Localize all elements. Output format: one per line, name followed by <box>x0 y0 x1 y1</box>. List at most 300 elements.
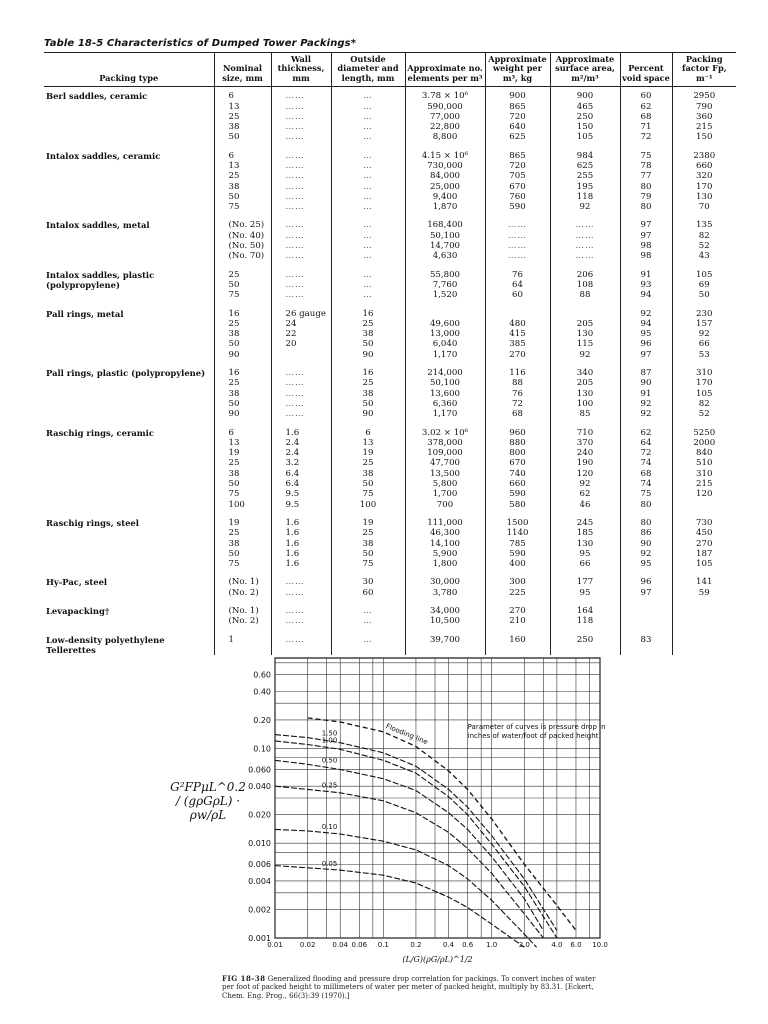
cell-value: 13 <box>228 161 240 171</box>
cell-wall <box>271 262 331 301</box>
x-tick-label: 2.0 <box>518 941 530 949</box>
y-tick-label: 0.10 <box>253 744 271 754</box>
cell-wall <box>271 360 331 419</box>
series-curve <box>275 760 543 930</box>
cell-value: 38 <box>228 468 240 479</box>
cell-wall <box>271 598 331 627</box>
cell-value: 170 <box>696 181 713 192</box>
cell-value: 13,500 <box>429 468 461 479</box>
cell-value: 92 <box>579 349 591 360</box>
cell-value: 72 <box>640 132 652 143</box>
cell-value: 80 <box>640 517 652 528</box>
cell-value: 4,630 <box>432 251 458 262</box>
header-nominal-size: Nominal size, mm <box>214 53 271 87</box>
series-label: 0.10 <box>321 822 338 831</box>
cell-value: 50 <box>228 132 240 143</box>
cell-value: 9.5 <box>285 489 300 500</box>
cell-value: 1,700 <box>432 489 458 500</box>
x-tick-label: 0.02 <box>299 941 316 949</box>
cell-nominal <box>214 598 271 627</box>
cell-value: 2950 <box>693 91 716 102</box>
x-axis-label: (L/G)(ρG/ρL)^1/2 <box>402 955 473 964</box>
cell-value: 250 <box>576 634 594 645</box>
cell-value: 164 <box>576 605 594 616</box>
cell-value: …… <box>285 251 305 262</box>
cell-value: … <box>363 91 373 102</box>
cell-type <box>44 420 214 510</box>
cell-outside <box>331 212 405 261</box>
cell-value: 59 <box>698 587 710 598</box>
cell-value: …… <box>285 279 305 290</box>
table-row <box>44 510 736 569</box>
cell-value: …… <box>507 251 528 262</box>
cell-value: …… <box>575 230 595 241</box>
cell-value: 50 <box>362 548 374 559</box>
cell-value: …… <box>285 202 305 213</box>
cell-value: 30 <box>362 577 374 588</box>
cell-value: 25 <box>228 378 240 389</box>
cell-value: 25 <box>228 111 240 122</box>
cell-value: 38 <box>228 329 240 340</box>
cell-void <box>620 87 672 143</box>
cell-value: 94 <box>640 290 652 301</box>
cell-weight <box>485 510 550 569</box>
cell-value: 105 <box>576 132 594 143</box>
cell-value: 6.4 <box>285 468 300 479</box>
cell-type <box>44 598 214 627</box>
cell-value: 68 <box>640 468 652 479</box>
cell-value: 62 <box>640 427 652 438</box>
cell-value: 590 <box>509 202 526 213</box>
cell-value: … <box>363 241 373 252</box>
cell-value: 77,000 <box>429 111 461 122</box>
cell-value: (No. 50) <box>228 241 265 252</box>
cell-wall <box>271 510 331 569</box>
cell-value: 60 <box>362 587 374 598</box>
cell-value <box>623 616 670 626</box>
cell-elements <box>405 262 485 301</box>
cell-value: 510 <box>696 458 713 469</box>
cell-nominal <box>214 569 271 598</box>
cell-void <box>620 143 672 213</box>
series-curve <box>275 829 537 947</box>
cell-value: 310 <box>696 468 713 479</box>
cell-value: …… <box>285 398 305 409</box>
packings-table-grid <box>44 52 736 655</box>
cell-value: 3.78 × 10⁶ <box>421 91 469 102</box>
cell-value: 95 <box>640 559 652 570</box>
cell-value: 95 <box>579 548 591 559</box>
cell-value: …… <box>285 220 305 231</box>
cell-wall <box>271 301 331 360</box>
cell-value: 150 <box>576 122 594 133</box>
cell-value: 79 <box>640 191 652 202</box>
y-tick-label: 0.010 <box>248 839 271 849</box>
table-row <box>44 598 736 627</box>
cell-type <box>44 510 214 569</box>
cell-value: 120 <box>696 489 713 500</box>
cell-nominal <box>214 262 271 301</box>
cell-value: 60 <box>512 290 523 301</box>
cell-value: 130 <box>576 329 594 340</box>
table-row <box>44 301 736 360</box>
table-row <box>44 212 736 261</box>
cell-value: …… <box>285 111 305 122</box>
cell-value: 205 <box>576 318 594 329</box>
cell-value: 206 <box>576 269 594 280</box>
cell-factor <box>672 301 736 360</box>
y-tick-label: 0.002 <box>248 905 271 915</box>
cell-factor <box>672 627 736 655</box>
cell-value: 13 <box>228 101 240 112</box>
cell-value: … <box>363 616 373 627</box>
cell-nominal <box>214 360 271 419</box>
cell-value: … <box>363 150 373 161</box>
cell-value: 700 <box>436 499 454 510</box>
cell-value: 320 <box>696 171 713 182</box>
cell-value: 1,800 <box>432 559 458 570</box>
x-tick-label: 0.04 <box>332 941 349 949</box>
cell-value: …… <box>285 241 305 252</box>
cell-value <box>408 309 483 319</box>
cell-nominal <box>214 420 271 510</box>
cell-value: 150 <box>696 132 713 143</box>
cell-value: 141 <box>696 577 713 588</box>
packing-type-label: Intalox saddles, ceramic <box>46 150 161 161</box>
cell-value: 78 <box>640 161 652 171</box>
cell-value: 7,760 <box>432 279 458 290</box>
cell-value: 91 <box>640 388 652 399</box>
cell-value: … <box>363 132 373 143</box>
cell-wall <box>271 143 331 213</box>
cell-value: 300 <box>509 577 526 588</box>
cell-value: 9,400 <box>432 191 458 202</box>
cell-factor <box>672 420 736 510</box>
cell-value: 75 <box>362 559 374 570</box>
cell-value: 640 <box>509 122 526 133</box>
cell-value: … <box>363 634 373 645</box>
cell-value: 97 <box>640 220 652 231</box>
cell-value: 39,700 <box>429 634 461 645</box>
cell-nominal <box>214 301 271 360</box>
cell-value: 710 <box>576 427 594 438</box>
header-elements: Approximate no. elements per m³ <box>405 53 485 87</box>
packing-type-label: Intalox saddles, plastic (polypropylene) <box>46 269 155 290</box>
cell-value <box>623 606 670 616</box>
cell-value: 2000 <box>693 437 716 448</box>
cell-value: 14,700 <box>429 241 461 252</box>
cell-value: 10,500 <box>429 616 461 627</box>
y-tick-label: 0.006 <box>248 860 271 870</box>
series-curve <box>275 786 543 938</box>
cell-value: 2380 <box>693 150 716 161</box>
cell-value: 46,300 <box>429 528 461 539</box>
cell-value: 195 <box>576 181 594 192</box>
cell-value: 72 <box>640 448 652 459</box>
cell-weight <box>485 301 550 360</box>
cell-value: 71 <box>640 122 652 133</box>
cell-value <box>286 350 329 360</box>
cell-value: …… <box>285 191 305 202</box>
cell-value: 168,400 <box>427 220 463 231</box>
cell-value: 38 <box>362 468 374 479</box>
cell-value: 25 <box>228 318 240 329</box>
cell-factor <box>672 262 736 301</box>
cell-void <box>620 301 672 360</box>
cell-value: 25 <box>228 528 240 539</box>
cell-value: …… <box>285 616 305 627</box>
cell-value: 92 <box>640 308 652 319</box>
cell-value: 68 <box>512 409 523 420</box>
cell-value: 13 <box>228 437 240 448</box>
packing-type-label: Low-density polyethylene Tellerettes <box>46 634 165 655</box>
y-tick-label: 0.040 <box>248 782 271 792</box>
cell-value: 90 <box>228 349 240 360</box>
cell-value: 60 <box>640 91 652 102</box>
cell-value: 90 <box>228 409 240 420</box>
cell-value: 50 <box>228 479 240 490</box>
header-weight: Approximate weight per m³, kg <box>485 53 550 87</box>
cell-value: 85 <box>579 409 591 420</box>
cell-value: 87 <box>640 368 652 379</box>
cell-value: 25 <box>362 458 374 469</box>
cell-value: 580 <box>509 499 526 510</box>
cell-value: … <box>363 290 373 301</box>
cell-value: 62 <box>579 489 591 500</box>
cell-value: 66 <box>579 559 591 570</box>
cell-value: 22,800 <box>429 122 461 133</box>
cell-value: 6 <box>365 427 371 438</box>
y-tick-label: 0.60 <box>253 670 271 680</box>
cell-value: 880 <box>509 437 526 448</box>
header-outside-diameter: Outside diameter and length, mm <box>331 53 405 87</box>
header-void-space: Percent void space <box>620 53 672 87</box>
cell-surface <box>550 87 620 143</box>
cell-type <box>44 301 214 360</box>
x-tick-label: 1.0 <box>486 941 498 949</box>
cell-void <box>620 569 672 598</box>
cell-value: …… <box>285 150 305 161</box>
cell-value: …… <box>285 171 305 182</box>
cell-factor <box>672 87 736 143</box>
cell-value: … <box>363 202 373 213</box>
cell-value: 157 <box>696 318 713 329</box>
cell-value: 92 <box>579 479 591 490</box>
cell-factor <box>672 569 736 598</box>
cell-value: 84,000 <box>429 171 461 182</box>
packing-type-label: Berl saddles, ceramic <box>46 91 148 102</box>
cell-surface <box>550 510 620 569</box>
series-label: 0.50 <box>321 756 338 765</box>
cell-value: …… <box>285 290 305 301</box>
cell-value: 16 <box>228 368 240 379</box>
cell-weight <box>485 87 550 143</box>
cell-value: 16 <box>362 308 374 319</box>
cell-value: 47,700 <box>429 458 461 469</box>
cell-value: 160 <box>509 634 526 645</box>
cell-value: 1,170 <box>432 409 458 420</box>
cell-value: 116 <box>509 368 526 379</box>
y-tick-label: 0.20 <box>253 715 271 725</box>
cell-factor <box>672 212 736 261</box>
cell-void <box>620 420 672 510</box>
packing-type-label: Pall rings, metal <box>46 308 124 319</box>
cell-value: 50 <box>228 339 240 350</box>
cell-factor <box>672 360 736 419</box>
cell-elements <box>405 87 485 143</box>
cell-value: 93 <box>640 279 652 290</box>
cell-value: (No. 70) <box>228 251 265 262</box>
x-tick-label: 0.06 <box>351 941 368 949</box>
cell-wall <box>271 212 331 261</box>
cell-value: …… <box>285 605 305 616</box>
cell-weight <box>485 262 550 301</box>
cell-value: 105 <box>696 559 713 570</box>
table-row <box>44 420 736 510</box>
cell-outside <box>331 510 405 569</box>
cell-value: …… <box>507 241 528 252</box>
cell-value: 94 <box>640 318 652 329</box>
cell-elements <box>405 569 485 598</box>
cell-value: 38 <box>228 181 240 192</box>
cell-value: 80 <box>640 181 652 192</box>
cell-value: 1.6 <box>285 517 300 528</box>
cell-value: 9.5 <box>285 499 300 510</box>
cell-wall <box>271 87 331 143</box>
cell-value: 1.6 <box>285 528 300 539</box>
cell-void <box>620 212 672 261</box>
cell-value: (No. 2) <box>228 587 259 598</box>
cell-value: 465 <box>576 101 594 112</box>
cell-value: 24 <box>285 318 297 329</box>
cell-value: 800 <box>509 448 526 459</box>
cell-elements <box>405 420 485 510</box>
cell-value: 80 <box>640 202 652 213</box>
cell-value: (No. 40) <box>228 230 265 241</box>
cell-value: … <box>363 101 373 112</box>
cell-value: 38 <box>362 538 374 549</box>
cell-value: 185 <box>576 528 594 539</box>
cell-value: … <box>363 251 373 262</box>
cell-weight <box>485 212 550 261</box>
cell-value: 720 <box>509 111 526 122</box>
cell-value: … <box>363 230 373 241</box>
cell-value: 187 <box>696 548 713 559</box>
cell-value: …… <box>285 378 305 389</box>
cell-value: (No. 1) <box>228 577 259 588</box>
y-tick-label: 0.40 <box>253 687 271 697</box>
cell-value: 64 <box>512 279 523 290</box>
cell-value: …… <box>285 122 305 133</box>
cell-value: 92 <box>640 548 652 559</box>
cell-value: 6,360 <box>432 398 458 409</box>
cell-value: 480 <box>509 318 526 329</box>
cell-value: 76 <box>512 269 523 280</box>
cell-value <box>675 606 735 616</box>
cell-value: 30,000 <box>429 577 461 588</box>
cell-value: 625 <box>509 132 526 143</box>
cell-value: 13,000 <box>429 329 461 340</box>
cell-type <box>44 143 214 213</box>
cell-value: 25 <box>228 458 240 469</box>
cell-outside <box>331 262 405 301</box>
cell-value: 670 <box>509 458 526 469</box>
cell-elements <box>405 301 485 360</box>
cell-value: 19 <box>362 448 374 459</box>
cell-value: 214,000 <box>427 368 463 379</box>
cell-type <box>44 569 214 598</box>
cell-value: 55,800 <box>429 269 461 280</box>
chart-annotation-line: Parameter of curves is pressure drop in <box>467 723 606 732</box>
cell-value: 730 <box>696 517 713 528</box>
cell-weight <box>485 569 550 598</box>
cell-value: 50,100 <box>429 230 461 241</box>
cell-wall <box>271 420 331 510</box>
cell-value: 105 <box>696 388 713 399</box>
cell-value: 53 <box>698 349 710 360</box>
cell-value: …… <box>285 368 305 379</box>
cell-elements <box>405 212 485 261</box>
cell-value: 5,900 <box>432 548 458 559</box>
flooding-correlation-chart <box>160 650 620 968</box>
packing-type-label: Raschig rings, ceramic <box>46 427 154 438</box>
cell-value: 1 <box>228 634 234 645</box>
cell-value: …… <box>575 241 595 252</box>
table-row <box>44 143 736 213</box>
cell-value: …… <box>285 230 305 241</box>
cell-value: … <box>363 269 373 280</box>
cell-value: 310 <box>696 368 713 379</box>
table-row <box>44 569 736 598</box>
cell-value: 25,000 <box>429 181 461 192</box>
cell-value: 240 <box>576 448 594 459</box>
cell-value: …… <box>285 161 305 171</box>
cell-value: 900 <box>509 91 526 102</box>
cell-value: 984 <box>576 150 594 161</box>
cell-value: 14,100 <box>429 538 461 549</box>
cell-value: 740 <box>509 468 526 479</box>
cell-value: 70 <box>698 202 710 213</box>
cell-value: 215 <box>696 479 713 490</box>
cell-value: 270 <box>696 538 713 549</box>
cell-value: 96 <box>640 577 652 588</box>
cell-value: 97 <box>640 349 652 360</box>
cell-value: 16 <box>362 368 374 379</box>
cell-value: 46 <box>579 499 591 510</box>
cell-type <box>44 87 214 143</box>
cell-value: 34,000 <box>429 605 461 616</box>
caption-figure-number: FIG 18-38 <box>222 974 266 983</box>
cell-value <box>553 309 618 319</box>
cell-value: …… <box>507 230 528 241</box>
cell-value: 385 <box>509 339 526 350</box>
cell-value: 130 <box>576 388 594 399</box>
cell-outside <box>331 360 405 419</box>
cell-value: 450 <box>696 528 713 539</box>
y-tick-label: 0.001 <box>248 934 271 943</box>
packing-type-label: Raschig rings, steel <box>46 517 139 528</box>
cell-value: 19 <box>228 517 240 528</box>
cell-value: … <box>363 279 373 290</box>
cell-value: 25 <box>228 171 240 182</box>
cell-value: 19 <box>228 448 240 459</box>
cell-value: 4.15 × 10⁶ <box>421 150 469 161</box>
cell-value: 50,100 <box>429 378 461 389</box>
series-curve <box>308 718 576 931</box>
cell-value: (No. 1) <box>228 605 259 616</box>
cell-value: 38 <box>228 122 240 133</box>
packing-type-label: Hy-Pac, steel <box>46 577 108 588</box>
